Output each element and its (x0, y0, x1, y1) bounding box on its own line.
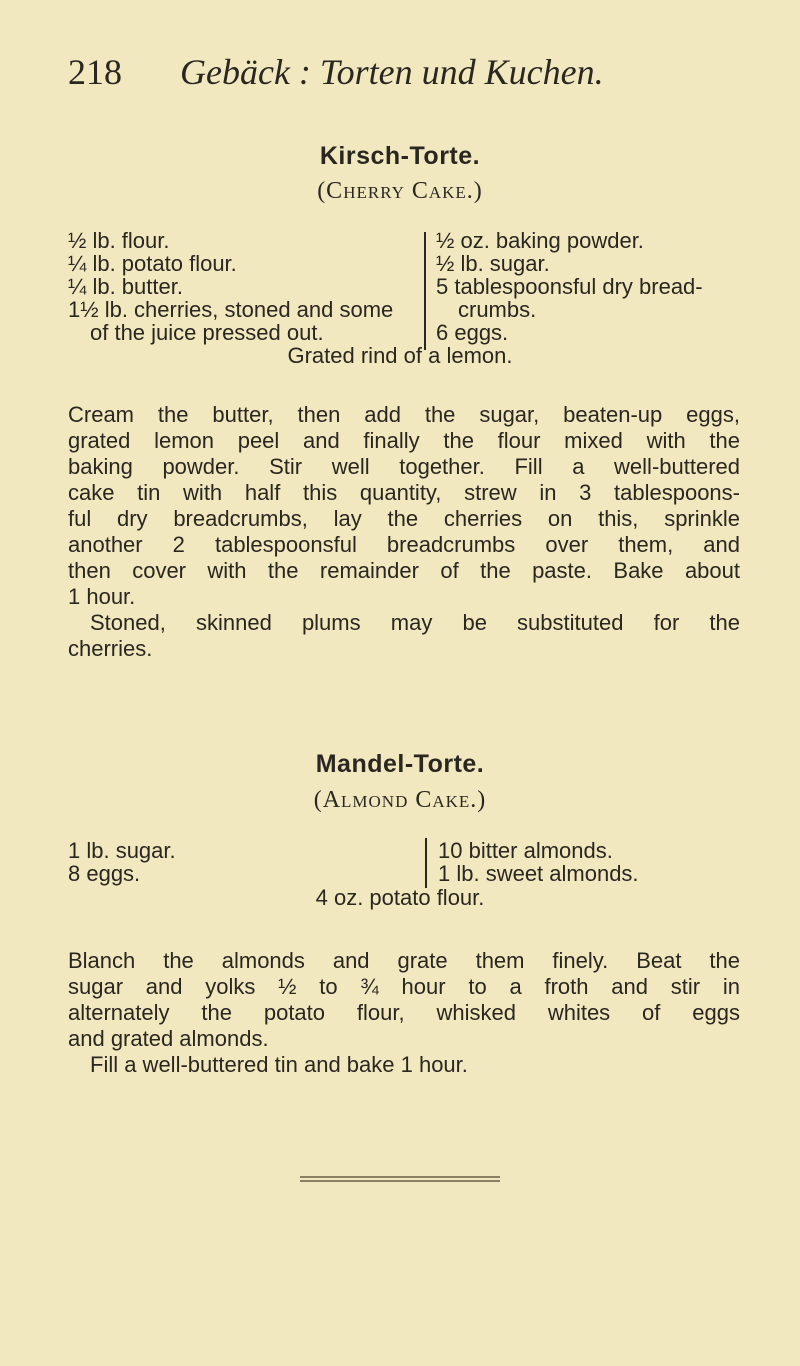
ingredient: 6 eggs. (436, 320, 509, 345)
text-line: and grated almonds. (68, 1026, 269, 1051)
recipe-method-cherry-cake (68, 402, 740, 662)
text-line: Blanch the almonds and grate them finely. Beat the (68, 948, 740, 973)
text-line: Stoned, skinned plums may be substituted for the (90, 610, 740, 635)
text-line: alternately the potato flour, whisked whites of eggs (68, 1000, 740, 1025)
ingredient-list-left (68, 229, 393, 344)
end-rule (300, 1176, 500, 1178)
text-line: Fill a well-buttered tin and bake 1 hour. (90, 1052, 468, 1077)
text-line: cherries. (68, 636, 153, 661)
ingredient: ¼ lb. potato flour. (68, 251, 237, 276)
text-line: another 2 tablespoonsful breadcrumbs over them, and (68, 532, 740, 557)
ingredient-centered: 4 oz. potato flour. (315, 885, 485, 910)
recipe-title-mandel-torte: Mandel-Torte. (315, 750, 485, 778)
ingredient: 1½ lb. cherries, stoned and some (68, 297, 394, 322)
ingredient: crumbs. (458, 297, 537, 322)
page-number: 218 (68, 52, 122, 92)
ingredient: of the juice pressed out. (90, 320, 324, 345)
text-line: then cover with the remainder of the paste. Bake about (68, 558, 740, 583)
end-rule (300, 1180, 500, 1182)
recipe-subtitle-cherry-cake: (Cherry Cake.) (317, 178, 483, 204)
ingredient: ½ lb. sugar. (436, 251, 550, 276)
text-line: ful dry breadcrumbs, lay the cherries on this, sprinkle (68, 506, 740, 531)
text-line: 1 hour. (68, 584, 136, 609)
text-line: baking powder. Stir well together. Fill a well-buttered (68, 454, 740, 479)
ingredient: 10 bitter almonds. (438, 838, 613, 863)
running-head (68, 50, 604, 94)
ingredient: ¼ lb. butter. (68, 274, 183, 299)
column-divider (425, 838, 427, 888)
recipe-method-almond-cake (68, 948, 740, 1078)
ingredient-centered: Grated rind of a lemon. (287, 343, 513, 368)
text-line: Cream the butter, then add the sugar, beaten-up eggs, (68, 402, 740, 427)
recipe-subtitle-almond-cake: (Almond Cake.) (313, 787, 487, 813)
ingredient: 5 tablespoonsful dry bread- (436, 274, 703, 299)
text-line: grated lemon peel and finally the flour mixed with the (68, 428, 740, 453)
ingredient-list-right (436, 229, 703, 344)
ingredient: 8 eggs. (68, 861, 141, 886)
ingredient-list-right (438, 839, 639, 885)
recipe-title-kirsch-torte: Kirsch-Torte. (319, 142, 481, 170)
ingredient: 1 lb. sweet almonds. (438, 861, 639, 886)
ingredient-list-left (68, 839, 176, 885)
running-title: Gebäck : Torten und Kuchen. (180, 52, 604, 92)
text-line: cake tin with half this quantity, strew in 3 tablespoons- (68, 480, 740, 505)
ingredient: ½ oz. baking powder. (436, 228, 644, 253)
ingredient: ½ lb. flour. (68, 228, 170, 253)
column-divider (424, 232, 426, 350)
text-line: sugar and yolks ½ to ¾ hour to a froth and stir in (68, 974, 740, 999)
ingredient: 1 lb. sugar. (68, 838, 176, 863)
